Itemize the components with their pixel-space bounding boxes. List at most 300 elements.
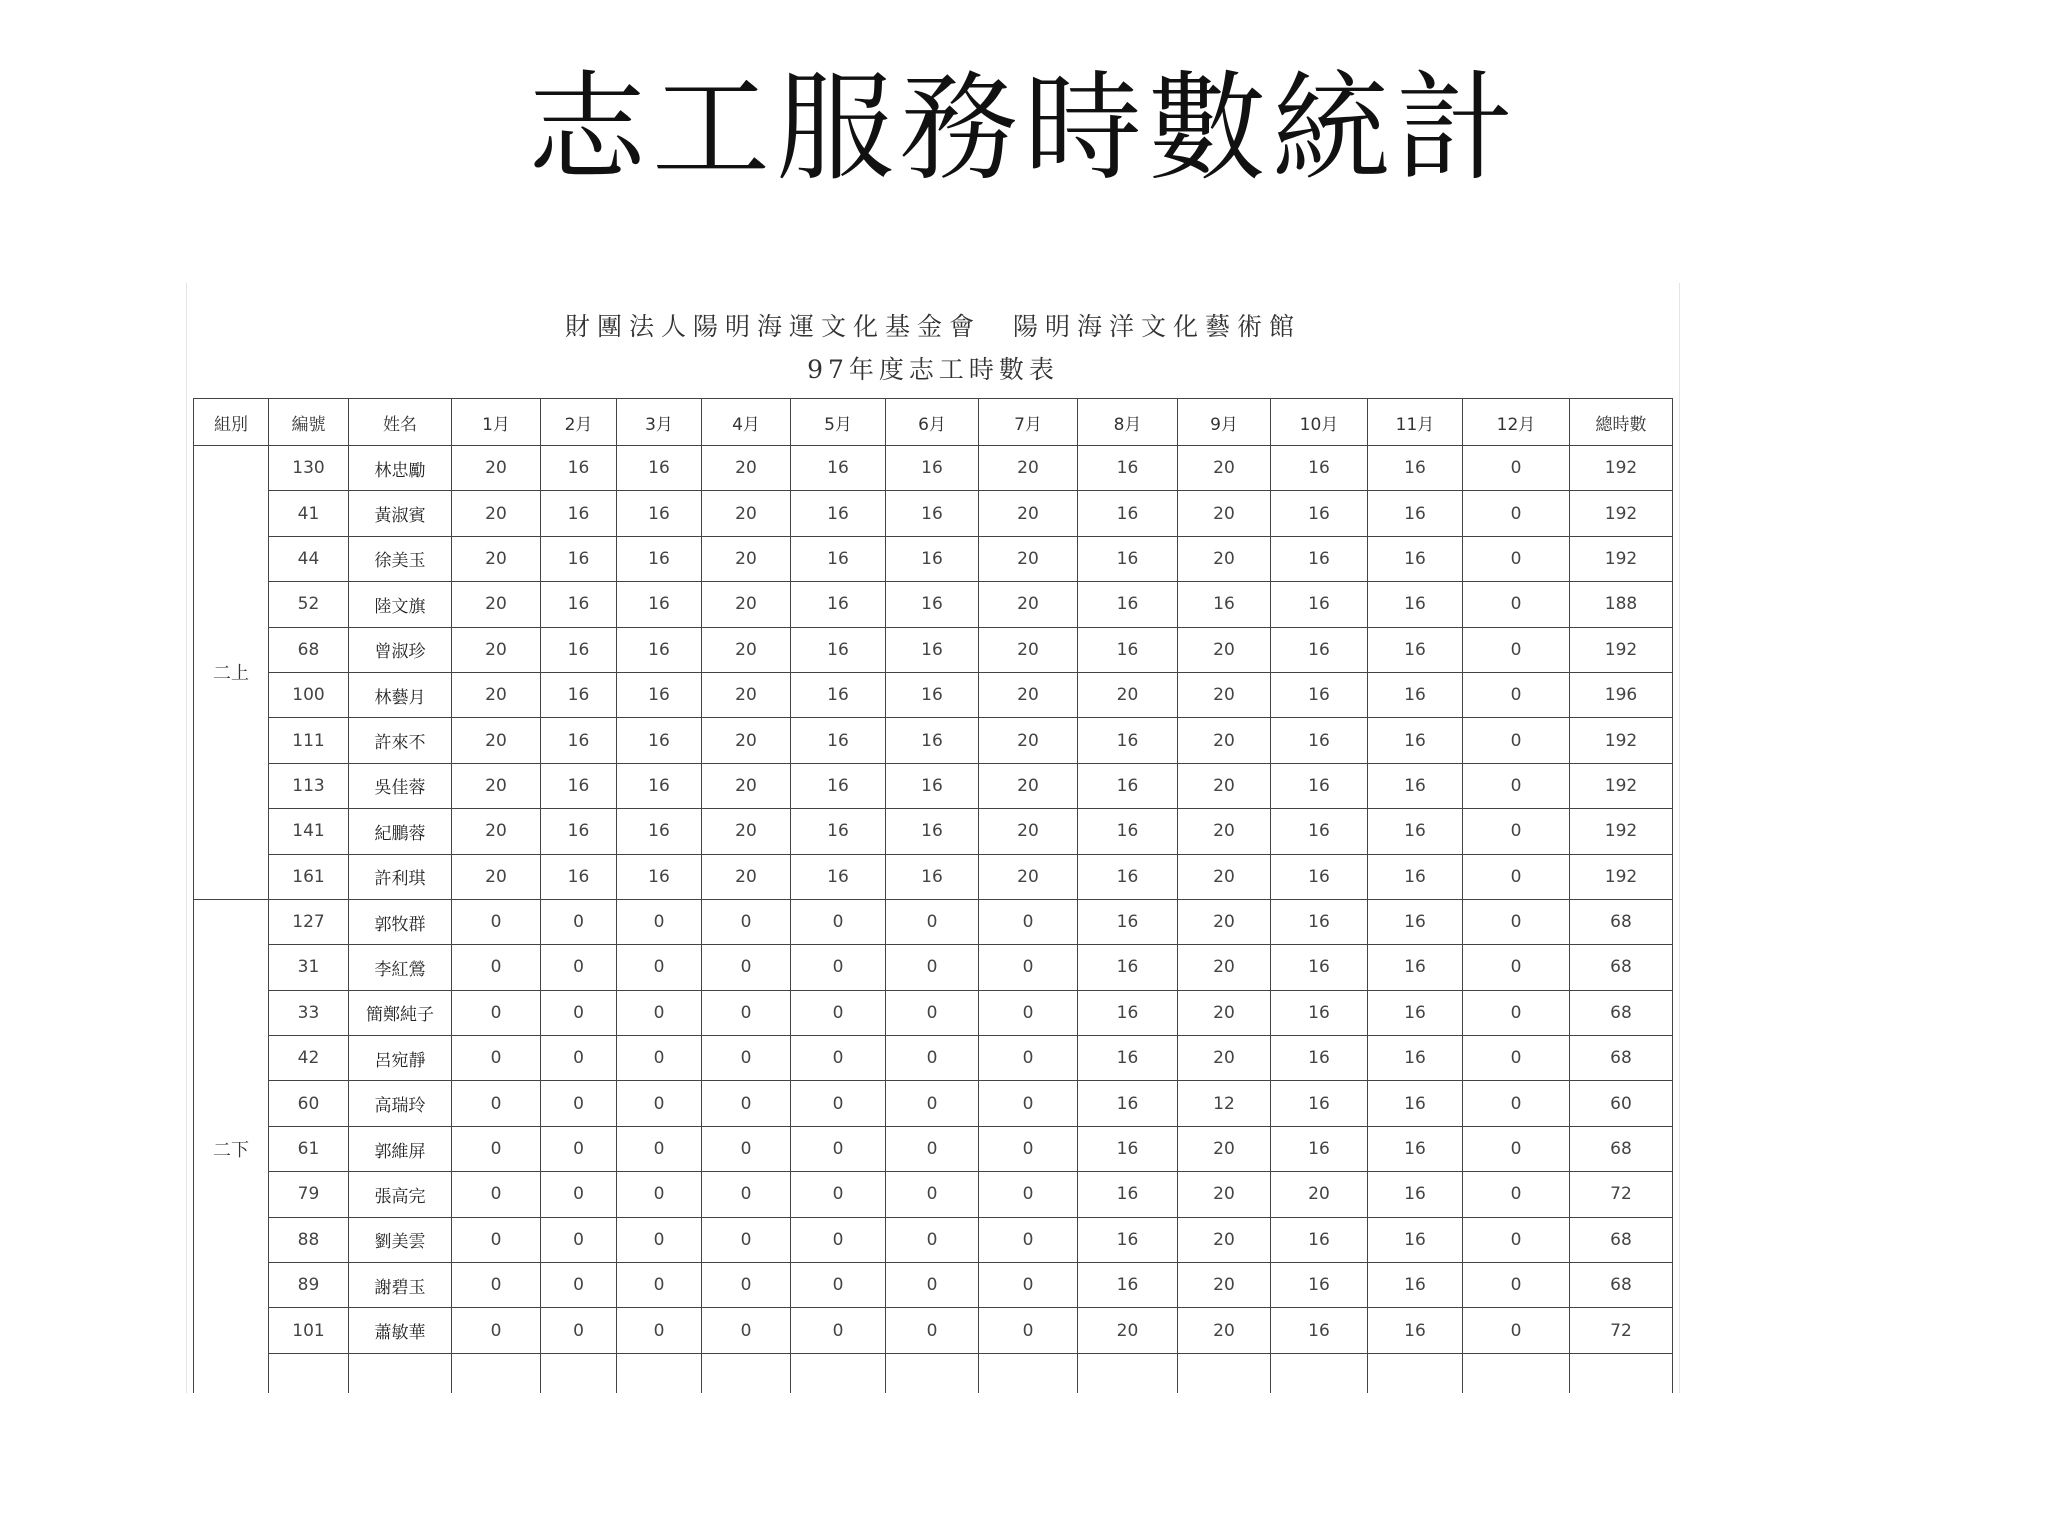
month-hours: 0 bbox=[541, 1081, 617, 1126]
volunteer-name: 呂宛靜 bbox=[349, 1036, 452, 1081]
month-hours: 16 bbox=[541, 491, 617, 536]
month-hours: 16 bbox=[541, 536, 617, 581]
volunteer-name: 陸文旗 bbox=[349, 582, 452, 627]
month-hours: 16 bbox=[886, 446, 979, 491]
month-hours: 16 bbox=[1078, 1263, 1178, 1308]
month-hours: 0 bbox=[1463, 1172, 1570, 1217]
month-hours: 16 bbox=[617, 446, 702, 491]
month-hours: 0 bbox=[791, 1263, 886, 1308]
month-hours: 16 bbox=[1368, 718, 1463, 763]
month-hours: 16 bbox=[886, 582, 979, 627]
volunteer-id: 101 bbox=[269, 1308, 349, 1353]
month-hours: 0 bbox=[979, 899, 1078, 944]
month-hours: 16 bbox=[541, 446, 617, 491]
month-hours: 16 bbox=[1271, 899, 1368, 944]
month-hours: 16 bbox=[1368, 491, 1463, 536]
month-hours: 0 bbox=[617, 990, 702, 1035]
month-hours: 0 bbox=[617, 1263, 702, 1308]
month-hours: 0 bbox=[617, 1036, 702, 1081]
volunteer-hours-table bbox=[193, 398, 1673, 1393]
table-row bbox=[194, 945, 1673, 990]
group-label: 二下 bbox=[194, 899, 269, 1393]
month-hours: 16 bbox=[791, 446, 886, 491]
volunteer-name: 林藝月 bbox=[349, 672, 452, 717]
empty-cell bbox=[1463, 1353, 1570, 1393]
month-hours: 16 bbox=[886, 491, 979, 536]
month-hours: 16 bbox=[1078, 1217, 1178, 1262]
column-header: 2月 bbox=[541, 399, 617, 446]
month-hours: 20 bbox=[452, 582, 541, 627]
month-hours: 20 bbox=[979, 718, 1078, 763]
month-hours: 0 bbox=[979, 990, 1078, 1035]
volunteer-id: 111 bbox=[269, 718, 349, 763]
volunteer-name: 紀鵬蓉 bbox=[349, 809, 452, 854]
month-hours: 16 bbox=[886, 718, 979, 763]
table-row bbox=[194, 1263, 1673, 1308]
volunteer-name: 黃淑賓 bbox=[349, 491, 452, 536]
column-header: 1月 bbox=[452, 399, 541, 446]
table-row bbox=[194, 627, 1673, 672]
table-row-cutoff bbox=[194, 1353, 1673, 1393]
month-hours: 16 bbox=[541, 582, 617, 627]
month-hours: 20 bbox=[979, 582, 1078, 627]
month-hours: 0 bbox=[886, 1263, 979, 1308]
table-row bbox=[194, 536, 1673, 581]
volunteer-id: 89 bbox=[269, 1263, 349, 1308]
month-hours: 20 bbox=[702, 582, 791, 627]
column-header: 11月 bbox=[1368, 399, 1463, 446]
month-hours: 16 bbox=[617, 672, 702, 717]
empty-cell bbox=[886, 1353, 979, 1393]
month-hours: 16 bbox=[1271, 491, 1368, 536]
month-hours: 16 bbox=[1078, 1036, 1178, 1081]
table-row bbox=[194, 1036, 1673, 1081]
month-hours: 16 bbox=[1368, 627, 1463, 672]
month-hours: 0 bbox=[702, 1308, 791, 1353]
month-hours: 0 bbox=[541, 1126, 617, 1171]
month-hours: 20 bbox=[452, 446, 541, 491]
column-header: 12月 bbox=[1463, 399, 1570, 446]
month-hours: 16 bbox=[541, 854, 617, 899]
month-hours: 0 bbox=[791, 1081, 886, 1126]
month-hours: 16 bbox=[1271, 1036, 1368, 1081]
month-hours: 16 bbox=[886, 536, 979, 581]
month-hours: 16 bbox=[1368, 672, 1463, 717]
month-hours: 16 bbox=[791, 854, 886, 899]
month-hours: 20 bbox=[702, 763, 791, 808]
month-hours: 16 bbox=[541, 672, 617, 717]
month-hours: 0 bbox=[541, 1036, 617, 1081]
total-hours: 196 bbox=[1570, 672, 1673, 717]
month-hours: 0 bbox=[886, 1172, 979, 1217]
month-hours: 0 bbox=[452, 899, 541, 944]
month-hours: 16 bbox=[791, 582, 886, 627]
month-hours: 16 bbox=[791, 763, 886, 808]
month-hours: 0 bbox=[886, 1217, 979, 1262]
month-hours: 0 bbox=[452, 1172, 541, 1217]
month-hours: 0 bbox=[617, 899, 702, 944]
timesheet-image bbox=[186, 283, 1680, 1393]
month-hours: 16 bbox=[1078, 990, 1178, 1035]
month-hours: 20 bbox=[1178, 627, 1271, 672]
month-hours: 0 bbox=[886, 990, 979, 1035]
month-hours: 0 bbox=[791, 1308, 886, 1353]
month-hours: 16 bbox=[1078, 1126, 1178, 1171]
month-hours: 16 bbox=[1368, 899, 1463, 944]
volunteer-name: 高瑞玲 bbox=[349, 1081, 452, 1126]
month-hours: 16 bbox=[1271, 809, 1368, 854]
empty-cell bbox=[1078, 1353, 1178, 1393]
empty-cell bbox=[1368, 1353, 1463, 1393]
month-hours: 16 bbox=[791, 491, 886, 536]
month-hours: 0 bbox=[617, 1308, 702, 1353]
month-hours: 0 bbox=[979, 1217, 1078, 1262]
month-hours: 0 bbox=[791, 945, 886, 990]
month-hours: 0 bbox=[702, 945, 791, 990]
month-hours: 16 bbox=[1271, 1263, 1368, 1308]
month-hours: 20 bbox=[979, 446, 1078, 491]
month-hours: 0 bbox=[452, 1308, 541, 1353]
month-hours: 0 bbox=[1463, 1217, 1570, 1262]
volunteer-name: 許來不 bbox=[349, 718, 452, 763]
month-hours: 0 bbox=[1463, 1126, 1570, 1171]
month-hours: 0 bbox=[1463, 854, 1570, 899]
month-hours: 0 bbox=[1463, 718, 1570, 763]
month-hours: 16 bbox=[1178, 582, 1271, 627]
month-hours: 0 bbox=[1463, 672, 1570, 717]
month-hours: 0 bbox=[791, 1036, 886, 1081]
month-hours: 20 bbox=[1178, 718, 1271, 763]
month-hours: 20 bbox=[1178, 672, 1271, 717]
month-hours: 16 bbox=[617, 718, 702, 763]
table-row bbox=[194, 1081, 1673, 1126]
table-row bbox=[194, 1126, 1673, 1171]
month-hours: 0 bbox=[979, 1308, 1078, 1353]
column-header: 7月 bbox=[979, 399, 1078, 446]
month-hours: 16 bbox=[1271, 1081, 1368, 1126]
volunteer-name: 劉美雲 bbox=[349, 1217, 452, 1262]
month-hours: 0 bbox=[1463, 446, 1570, 491]
column-header: 6月 bbox=[886, 399, 979, 446]
month-hours: 0 bbox=[452, 990, 541, 1035]
total-hours: 192 bbox=[1570, 809, 1673, 854]
month-hours: 0 bbox=[1463, 627, 1570, 672]
month-hours: 16 bbox=[1271, 1126, 1368, 1171]
month-hours: 16 bbox=[886, 672, 979, 717]
total-hours: 60 bbox=[1570, 1081, 1673, 1126]
header-row bbox=[194, 399, 1673, 446]
total-hours: 192 bbox=[1570, 854, 1673, 899]
volunteer-id: 60 bbox=[269, 1081, 349, 1126]
month-hours: 0 bbox=[1463, 990, 1570, 1035]
month-hours: 16 bbox=[1368, 582, 1463, 627]
empty-cell bbox=[269, 1353, 349, 1393]
month-hours: 20 bbox=[1271, 1172, 1368, 1217]
table-row bbox=[194, 1217, 1673, 1262]
month-hours: 16 bbox=[1271, 1217, 1368, 1262]
volunteer-id: 52 bbox=[269, 582, 349, 627]
month-hours: 16 bbox=[1078, 718, 1178, 763]
month-hours: 0 bbox=[791, 1126, 886, 1171]
month-hours: 16 bbox=[791, 672, 886, 717]
month-hours: 0 bbox=[541, 1172, 617, 1217]
month-hours: 0 bbox=[791, 899, 886, 944]
month-hours: 0 bbox=[617, 1126, 702, 1171]
total-hours: 192 bbox=[1570, 446, 1673, 491]
month-hours: 16 bbox=[1271, 672, 1368, 717]
month-hours: 20 bbox=[1178, 1308, 1271, 1353]
volunteer-name: 李紅鶯 bbox=[349, 945, 452, 990]
column-header: 8月 bbox=[1078, 399, 1178, 446]
volunteer-id: 79 bbox=[269, 1172, 349, 1217]
month-hours: 16 bbox=[541, 718, 617, 763]
month-hours: 0 bbox=[886, 1126, 979, 1171]
total-hours: 68 bbox=[1570, 1126, 1673, 1171]
volunteer-id: 161 bbox=[269, 854, 349, 899]
month-hours: 20 bbox=[1178, 899, 1271, 944]
month-hours: 20 bbox=[1178, 1036, 1271, 1081]
table-row bbox=[194, 718, 1673, 763]
month-hours: 16 bbox=[617, 854, 702, 899]
sheet-subtitle: 97年度志工時數表 bbox=[807, 355, 1059, 384]
empty-cell bbox=[1178, 1353, 1271, 1393]
volunteer-name: 許利琪 bbox=[349, 854, 452, 899]
table-row bbox=[194, 990, 1673, 1035]
month-hours: 0 bbox=[979, 1263, 1078, 1308]
total-hours: 72 bbox=[1570, 1308, 1673, 1353]
month-hours: 0 bbox=[1463, 582, 1570, 627]
volunteer-id: 130 bbox=[269, 446, 349, 491]
month-hours: 16 bbox=[1078, 809, 1178, 854]
month-hours: 16 bbox=[1368, 809, 1463, 854]
month-hours: 16 bbox=[1368, 1263, 1463, 1308]
month-hours: 16 bbox=[541, 627, 617, 672]
month-hours: 0 bbox=[452, 1126, 541, 1171]
total-hours: 68 bbox=[1570, 1263, 1673, 1308]
volunteer-name: 林忠勵 bbox=[349, 446, 452, 491]
total-hours: 72 bbox=[1570, 1172, 1673, 1217]
month-hours: 16 bbox=[617, 491, 702, 536]
month-hours: 20 bbox=[702, 809, 791, 854]
month-hours: 16 bbox=[886, 627, 979, 672]
volunteer-id: 127 bbox=[269, 899, 349, 944]
month-hours: 0 bbox=[979, 945, 1078, 990]
month-hours: 0 bbox=[702, 1036, 791, 1081]
month-hours: 0 bbox=[1463, 1081, 1570, 1126]
month-hours: 16 bbox=[617, 809, 702, 854]
month-hours: 16 bbox=[1078, 1081, 1178, 1126]
month-hours: 16 bbox=[1368, 763, 1463, 808]
month-hours: 16 bbox=[617, 763, 702, 808]
empty-cell bbox=[617, 1353, 702, 1393]
month-hours: 20 bbox=[979, 536, 1078, 581]
month-hours: 0 bbox=[1463, 809, 1570, 854]
column-header: 9月 bbox=[1178, 399, 1271, 446]
month-hours: 0 bbox=[1463, 899, 1570, 944]
month-hours: 20 bbox=[1078, 1308, 1178, 1353]
organization-name: 財團法人陽明海運文化基金會 陽明海洋文化藝術館 bbox=[564, 312, 1301, 341]
month-hours: 20 bbox=[452, 854, 541, 899]
month-hours: 0 bbox=[452, 1081, 541, 1126]
month-hours: 16 bbox=[1078, 1172, 1178, 1217]
month-hours: 20 bbox=[979, 854, 1078, 899]
empty-cell bbox=[452, 1353, 541, 1393]
volunteer-id: 88 bbox=[269, 1217, 349, 1262]
month-hours: 16 bbox=[1078, 536, 1178, 581]
month-hours: 16 bbox=[886, 763, 979, 808]
volunteer-id: 41 bbox=[269, 491, 349, 536]
volunteer-name: 曾淑珍 bbox=[349, 627, 452, 672]
volunteer-name: 簡鄭純子 bbox=[349, 990, 452, 1035]
month-hours: 20 bbox=[452, 672, 541, 717]
month-hours: 16 bbox=[1271, 536, 1368, 581]
month-hours: 16 bbox=[617, 582, 702, 627]
month-hours: 0 bbox=[541, 899, 617, 944]
month-hours: 16 bbox=[1368, 990, 1463, 1035]
table-row bbox=[194, 1172, 1673, 1217]
month-hours: 16 bbox=[541, 809, 617, 854]
volunteer-name: 郭牧群 bbox=[349, 899, 452, 944]
table-row bbox=[194, 1308, 1673, 1353]
month-hours: 0 bbox=[617, 945, 702, 990]
table-row bbox=[194, 582, 1673, 627]
month-hours: 20 bbox=[1078, 672, 1178, 717]
month-hours: 16 bbox=[1368, 1126, 1463, 1171]
empty-cell bbox=[1570, 1353, 1673, 1393]
month-hours: 20 bbox=[1178, 809, 1271, 854]
month-hours: 16 bbox=[1271, 582, 1368, 627]
empty-cell bbox=[541, 1353, 617, 1393]
month-hours: 0 bbox=[702, 1172, 791, 1217]
empty-cell bbox=[791, 1353, 886, 1393]
month-hours: 0 bbox=[886, 945, 979, 990]
volunteer-id: 113 bbox=[269, 763, 349, 808]
month-hours: 16 bbox=[1271, 1308, 1368, 1353]
month-hours: 20 bbox=[702, 491, 791, 536]
month-hours: 0 bbox=[979, 1126, 1078, 1171]
month-hours: 16 bbox=[1271, 990, 1368, 1035]
volunteer-id: 44 bbox=[269, 536, 349, 581]
total-hours: 68 bbox=[1570, 990, 1673, 1035]
month-hours: 0 bbox=[617, 1217, 702, 1262]
month-hours: 12 bbox=[1178, 1081, 1271, 1126]
month-hours: 20 bbox=[452, 627, 541, 672]
month-hours: 16 bbox=[886, 809, 979, 854]
month-hours: 20 bbox=[1178, 763, 1271, 808]
volunteer-id: 31 bbox=[269, 945, 349, 990]
month-hours: 16 bbox=[1078, 582, 1178, 627]
month-hours: 20 bbox=[1178, 446, 1271, 491]
empty-cell bbox=[1271, 1353, 1368, 1393]
column-header: 3月 bbox=[617, 399, 702, 446]
month-hours: 20 bbox=[452, 809, 541, 854]
volunteer-id: 61 bbox=[269, 1126, 349, 1171]
month-hours: 0 bbox=[702, 990, 791, 1035]
month-hours: 0 bbox=[702, 1263, 791, 1308]
volunteer-name: 謝碧玉 bbox=[349, 1263, 452, 1308]
total-hours: 188 bbox=[1570, 582, 1673, 627]
volunteer-id: 68 bbox=[269, 627, 349, 672]
table-row bbox=[194, 446, 1673, 491]
column-header: 4月 bbox=[702, 399, 791, 446]
month-hours: 16 bbox=[1271, 718, 1368, 763]
month-hours: 20 bbox=[1178, 945, 1271, 990]
month-hours: 16 bbox=[1368, 945, 1463, 990]
month-hours: 16 bbox=[1271, 854, 1368, 899]
month-hours: 20 bbox=[979, 763, 1078, 808]
total-hours: 68 bbox=[1570, 945, 1673, 990]
month-hours: 20 bbox=[1178, 1172, 1271, 1217]
month-hours: 0 bbox=[452, 1036, 541, 1081]
volunteer-id: 42 bbox=[269, 1036, 349, 1081]
month-hours: 0 bbox=[617, 1081, 702, 1126]
month-hours: 16 bbox=[1368, 1217, 1463, 1262]
sheet-header bbox=[187, 305, 1679, 391]
month-hours: 20 bbox=[1178, 990, 1271, 1035]
empty-cell bbox=[702, 1353, 791, 1393]
month-hours: 20 bbox=[452, 718, 541, 763]
month-hours: 16 bbox=[1078, 491, 1178, 536]
month-hours: 0 bbox=[791, 1217, 886, 1262]
month-hours: 20 bbox=[1178, 1263, 1271, 1308]
month-hours: 20 bbox=[702, 536, 791, 581]
month-hours: 0 bbox=[1463, 1263, 1570, 1308]
month-hours: 16 bbox=[1368, 536, 1463, 581]
month-hours: 16 bbox=[1368, 1081, 1463, 1126]
month-hours: 0 bbox=[979, 1172, 1078, 1217]
month-hours: 16 bbox=[1078, 854, 1178, 899]
table-row bbox=[194, 809, 1673, 854]
month-hours: 0 bbox=[541, 990, 617, 1035]
month-hours: 0 bbox=[452, 1263, 541, 1308]
month-hours: 20 bbox=[702, 627, 791, 672]
month-hours: 0 bbox=[979, 1081, 1078, 1126]
month-hours: 0 bbox=[541, 1263, 617, 1308]
month-hours: 20 bbox=[702, 718, 791, 763]
month-hours: 16 bbox=[1078, 446, 1178, 491]
total-hours: 192 bbox=[1570, 536, 1673, 581]
month-hours: 20 bbox=[979, 627, 1078, 672]
volunteer-name: 徐美玉 bbox=[349, 536, 452, 581]
month-hours: 0 bbox=[886, 899, 979, 944]
month-hours: 20 bbox=[979, 672, 1078, 717]
month-hours: 16 bbox=[791, 536, 886, 581]
month-hours: 16 bbox=[1368, 854, 1463, 899]
month-hours: 0 bbox=[791, 990, 886, 1035]
month-hours: 20 bbox=[702, 446, 791, 491]
month-hours: 16 bbox=[1271, 446, 1368, 491]
month-hours: 0 bbox=[541, 1217, 617, 1262]
month-hours: 20 bbox=[452, 763, 541, 808]
table-row bbox=[194, 491, 1673, 536]
month-hours: 0 bbox=[1463, 491, 1570, 536]
month-hours: 20 bbox=[702, 672, 791, 717]
month-hours: 16 bbox=[541, 763, 617, 808]
table-row bbox=[194, 854, 1673, 899]
month-hours: 16 bbox=[1271, 945, 1368, 990]
total-hours: 192 bbox=[1570, 627, 1673, 672]
volunteer-name: 蕭敏華 bbox=[349, 1308, 452, 1353]
column-header: 5月 bbox=[791, 399, 886, 446]
month-hours: 0 bbox=[1463, 536, 1570, 581]
total-hours: 68 bbox=[1570, 899, 1673, 944]
month-hours: 0 bbox=[702, 1081, 791, 1126]
month-hours: 0 bbox=[886, 1308, 979, 1353]
group-label: 二上 bbox=[194, 446, 269, 900]
total-hours: 192 bbox=[1570, 718, 1673, 763]
empty-cell bbox=[979, 1353, 1078, 1393]
month-hours: 16 bbox=[1368, 1308, 1463, 1353]
